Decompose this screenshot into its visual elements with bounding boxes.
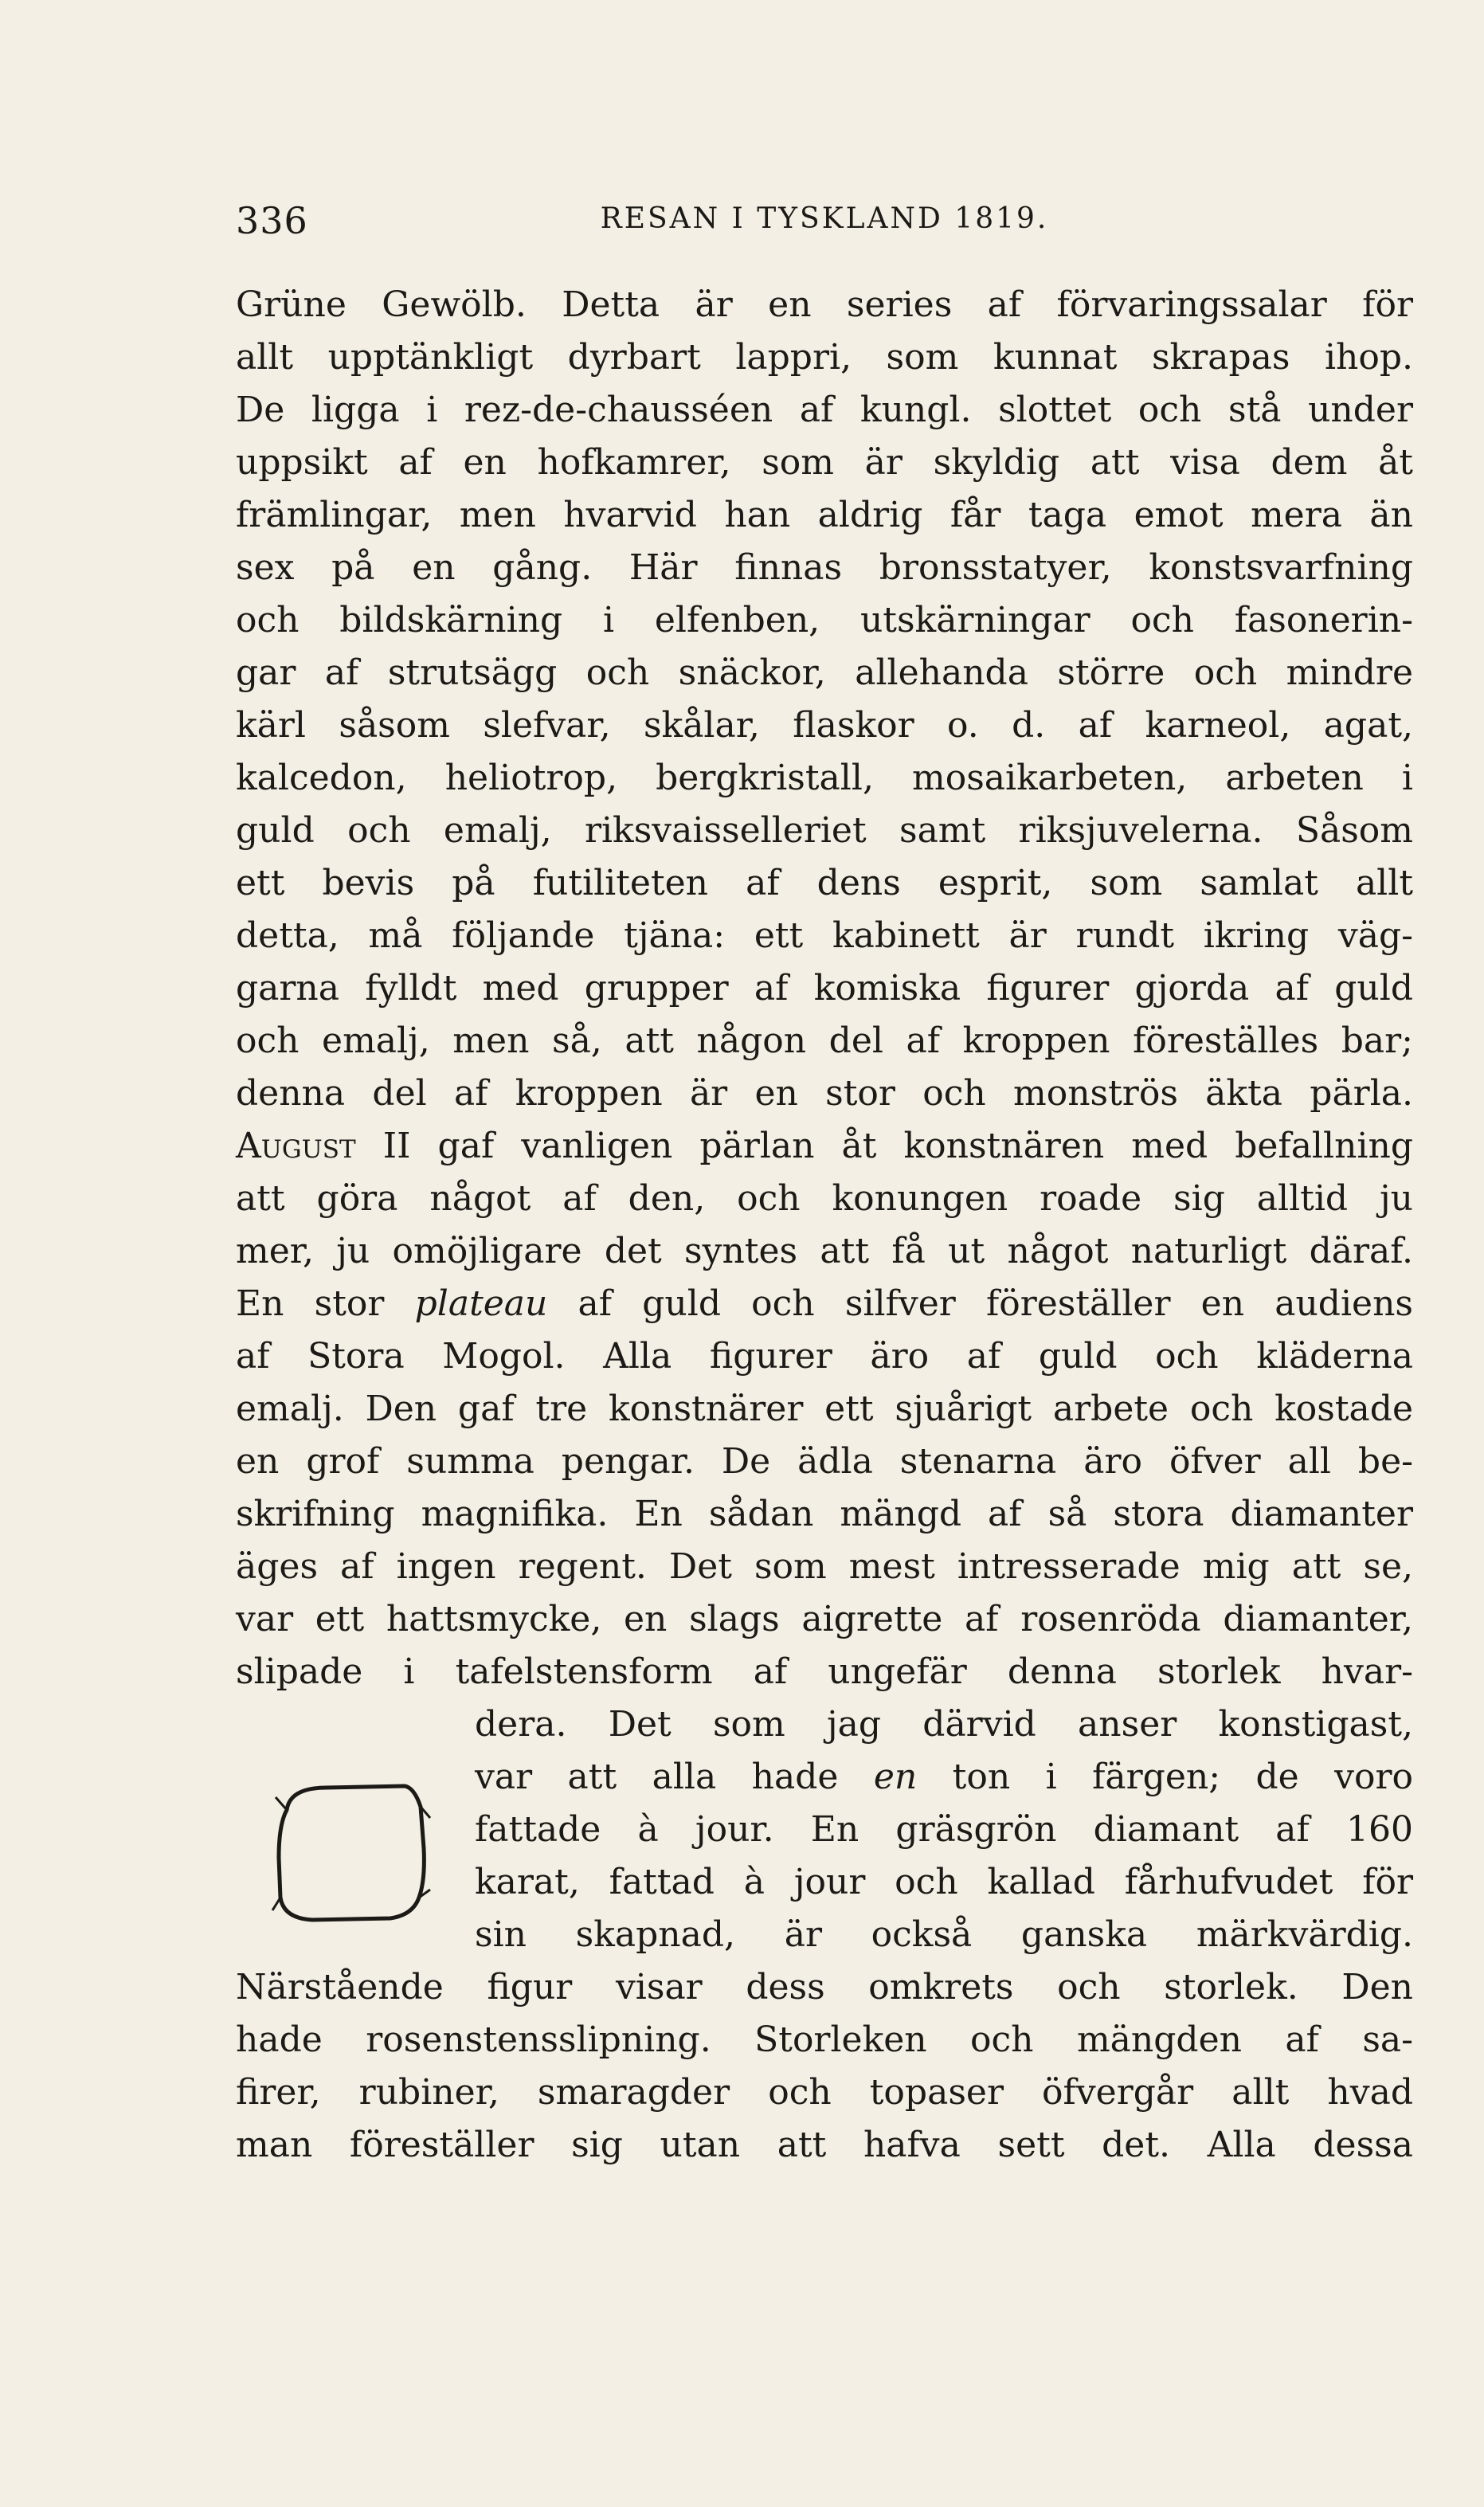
text-line: ett bevis på futiliteten af dens esprit, som samlat allt (236, 863, 1413, 903)
text-line (236, 1278, 1413, 1330)
italic-plateau: plateau (414, 1283, 548, 1324)
text-line: sex på en gång. Här finnas bronsstatyer, konstsvarfning (236, 547, 1413, 588)
text-line: allt upptänkligt dyrbart lappri, som kunnat skrapas ihop. (236, 337, 1413, 378)
text-line: detta, må följande tjäna: ett kabinett är rundt ikring väg- (236, 915, 1413, 956)
name-august: August (236, 1126, 356, 1166)
text-line: De ligga i rez-de-chausséen af kungl. slottet och stå under (236, 390, 1413, 430)
text-line: Närstående figur visar dess omkrets och storlek. Den (236, 1967, 1413, 2008)
text-line: firer, rubiner, smaragder och topaser öfvergår allt hvad (236, 2072, 1413, 2113)
text-line: och emalj, men så, att någon del af kroppen föreställes bar; (236, 1020, 1413, 1061)
text-line: karat, fattad à jour och kallad fårhufvudet för (475, 1862, 1413, 1902)
text-line: hade rosenstensslipning. Storleken och mängden af sa- (236, 2019, 1413, 2060)
text-line: sin skapnad, är också ganska märkvärdig. (475, 1914, 1413, 1955)
text-line: guld och emalj, riksvaisselleriet samt riksjuvelerna. Såsom (236, 810, 1413, 851)
running-title: RESAN I TYSKLAND 1819. (600, 202, 1049, 235)
text-line: fattade à jour. En gräsgrön diamant af 160 (475, 1809, 1413, 1850)
text-run: II gaf vanligen pärlan åt konstnären med befallning (355, 1126, 1413, 1166)
text-line: kalcedon, heliotrop, bergkristall, mosaikarbeten, arbeten i (236, 758, 1413, 798)
text-line: denna del af kroppen är en stor och monströs äkta pärla. (236, 1073, 1413, 1114)
text-line: och bildskärning i elfenben, utskärningar och fasonerin- (236, 600, 1413, 640)
text-line: slipade i tafelstensform af ungefär denna storlek hvar- (236, 1651, 1413, 1692)
diamond-outline-figure (271, 1778, 438, 1929)
text-line: af Stora Mogol. Alla figurer äro af guld och kläderna (236, 1336, 1413, 1377)
italic-en: en (873, 1757, 918, 1797)
text-run: ton i färgen; de voro (917, 1757, 1413, 1797)
text-line: man föreställer sig utan att hafva sett det. Alla dessa (236, 2125, 1413, 2165)
text-line: uppsikt af en hofkamrer, som är skyldig att visa dem åt (236, 442, 1413, 483)
page-header (236, 199, 1413, 255)
text-line: Grüne Gewölb. Detta är en series af förvaringssalar för (236, 284, 1413, 325)
text-run: var att alla hade (475, 1757, 874, 1797)
text-line: garna fylldt med grupper af komiska figurer gjorda af guld (236, 968, 1413, 1009)
text-line: kärl såsom slefvar, skålar, flaskor o. d. af karneol, agat, (236, 705, 1413, 746)
text-line: äges af ingen regent. Det som mest intresserade mig att se, (236, 1546, 1413, 1587)
text-line: skrifning magnifika. En sådan mängd af så stora diamanter (236, 1494, 1413, 1534)
text-line: gar af strutsägg och snäckor, allehanda större och mindre (236, 652, 1413, 693)
diamond-corner-tick (276, 1797, 287, 1810)
diamond-corner-tick (272, 1898, 280, 1910)
text-line: främlingar, men hvarvid han aldrig får taga emot mera än (236, 495, 1413, 535)
text-line (236, 1120, 1413, 1173)
text-line: en grof summa pengar. De ädla stenarna äro öfver all be- (236, 1441, 1413, 1482)
text-line: var ett hattsmycke, en slags aigrette af rosenröda diamanter, (236, 1599, 1413, 1639)
text-run: En stor (236, 1283, 415, 1324)
text-line: dera. Det som jag därvid anser konstigast, (475, 1704, 1413, 1745)
diamond-outline (279, 1786, 424, 1920)
text-line: mer, ju omöjligare det syntes att få ut något naturligt däraf. (236, 1231, 1413, 1271)
text-line: emalj. Den gaf tre konstnärer ett sjuårigt arbete och kostade (236, 1389, 1413, 1429)
text-line (475, 1751, 1413, 1804)
text-run: af guld och silfver föreställer en audiens (547, 1283, 1413, 1324)
page-number: 336 (236, 199, 308, 242)
text-line: att göra något af den, och konungen roade sig alltid ju (236, 1178, 1413, 1219)
